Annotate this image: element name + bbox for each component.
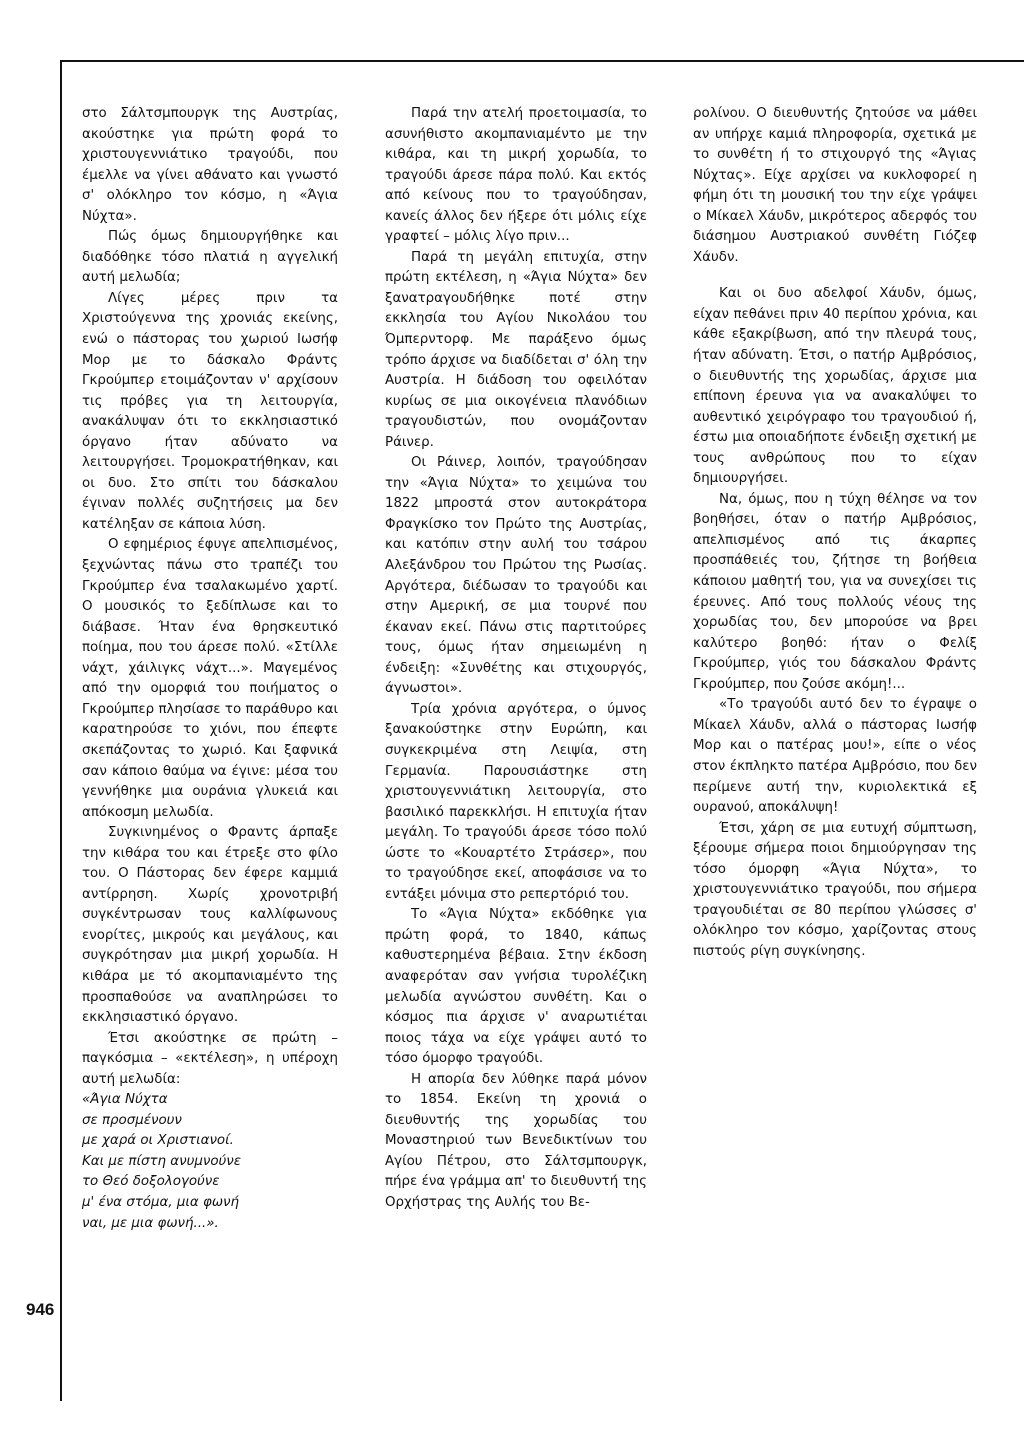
column-3 — [693, 104, 977, 962]
page-number: 946 — [26, 1300, 55, 1319]
paragraph: ρολίνου. Ο διευθυντής ζητούσε να μάθει αν υπήρχε καμιά πληροφορία, σχετικά με το συνθέτη ή το στιχουργό της «Άγιας Νύχτας». Είχε αρχίσει να κυκλοφορεί η φήμη ότι τη μουσική του την είχε γράψει ο Μίκαελ Χάυδν, μικρότερος αδερφός του διάσημου Αυστριακού συνθέτη Γιόζεφ Χάυδν. — [693, 106, 977, 265]
poem-line: μ' ένα στόμα, μια φωνή — [82, 1194, 240, 1210]
paragraph: Παρά την ατελή προετοιμασία, το ασυνήθιστο ακομπανιαμέντο με την κιθάρα, και τη μικρή χορωδία, το τραγούδι άρεσε πάρα πολύ. Και εκτός από κείνους που το τραγούδησαν, κανείς άλλος δεν ήξερε ότι μόλις είχε γραφτεί – μόλις λίγο πριν... — [385, 106, 647, 245]
column-1 — [82, 104, 338, 1234]
poem-line: σε προσμένουν — [82, 1112, 182, 1128]
poem — [82, 1090, 338, 1234]
paragraph: Ο εφημέριος έφυγε απελπισμένος, ξεχνώντας πάνω στο τραπέζι του Γκρούμπερ ένα τσαλακωμένο χαρτί. Ο μουσικός το ξεδίπλωσε και το διάβασε. Ήταν ένα θρησκευτικό ποίημα, που του άρεσε πολύ. «Στίλλε νάχτ, χάιλιγκς νάχτ...». Μαγεμένος από την ομορφιά του ποιήματος ο Γκρούμπερ πλησίασε το παράθυρο και καρατηρούσε το χιόνι, που έπεφτε σκεπάζοντας το χωριό. Και ξαφνικά σαν κάποιο θαύμα να έγινε: μέσα του γεννήθηκε μια ουράνια γλυκειά και απόκοσμη μελωδία. — [82, 537, 338, 820]
paragraph: Και οι δυο αδελφοί Χάυδν, όμως, είχαν πεθάνει πριν 40 περίπου χρόνια, και κάθε εξακρίβωση, από την πλευρά τους, ήταν αδύνατη. Έτσι, ο πατήρ Αμβρόσιος, ο διευθυντής της χορωδίας, άρχισε μια επίπονη έρευνα για να ανακαλύψει το αυθεντικό χειρόγραφο του τραγουδιού ή, έστω μια οποιαδήποτε ένδειξη σχετική με τους ανθρώπους που το είχαν δημιουργήσει. — [693, 286, 977, 487]
paragraph: Οι Ράινερ, λοιπόν, τραγούδησαν την «Άγια Νύχτα» το χειμώνα του 1822 μπροστά στον αυτοκράτορα Φραγκίσκο τον Πρώτο της Αυστρίας, και κατόπιν στην αυλή του τσάρου Αλεξάνδρου του Πρώτου της Ρωσίας. Αργότερα, διέδωσαν το τραγούδι και στην Αμερική, σε μια τουρνέ που έκαναν εκεί. Πάνω στις παρτιτούρες τους, όμως ήταν σημειωμένη η ένδειξη: «Συνθέτης και στιχουργός, άγνωστοι». — [385, 455, 647, 697]
paragraph: Παρά τη μεγάλη επιτυχία, στην πρώτη εκτέλεση, η «Άγια Νύχτα» δεν ξανατραγουδήθηκε ποτέ στην εκκλησία του Αγίου Νικολάου του Όμπερντορφ. Με παράξενο όμως τρόπο άρχισε να διαδίδεται σ' όλη την Αυστρία. Η διάδοση του οφειλόταν κυρίως σε μια οικογένεια πλανόδιων τραγουδιστών, που ονομάζονταν Ράινερ. — [385, 249, 647, 450]
poem-line: «Άγια Νύχτα — [82, 1092, 168, 1108]
paragraph: Έτσι, χάρη σε μια ευτυχή σύμπτωση, ξέρουμε σήμερα ποιοι δημιούργησαν της τόσο όμορφη «Άγια Νύχτα», το χριστουγεννιάτικο τραγούδι, που σήμερα τραγουδιέται σε 80 περίπου γλώσσες σ' ολόκληρο τον κόσμο, χαρίζοντας στους πιστούς ρίγη συγκίνησης. — [693, 820, 977, 959]
paragraph: Πώς όμως δημιουργήθηκε και διαδόθηκε τόσο πλατιά η αγγελική αυτή μελωδία; — [82, 229, 338, 286]
paragraph: Έτσι ακούστηκε σε πρώτη – παγκόσμια – «εκτέλεση», η υπέροχη αυτή μελωδία: — [82, 1030, 338, 1087]
poem-line: με χαρά οι Χριστιανοί. — [82, 1133, 234, 1149]
paragraph: στο Σάλτσμπουργκ της Αυστρίας, ακούστηκε για πρώτη φορά το χριστουγεννιάτικο τραγούδι, που έμελλε να γίνει αθάνατο και γνωστό σ' ολόκληρο τον κόσμο, η «Άγια Νύχτα». — [82, 106, 338, 224]
poem-line: ναι, με μια φωνή...». — [82, 1215, 219, 1231]
paragraph: Να, όμως, που η τύχη θέλησε να τον βοηθήσει, όταν ο πατήρ Αμβρόσιος, απελπισμένος από τις άκαρπες προσπάθειές του, ζήτησε τη βοήθεια κάποιου μαθητή του, για να συνεχίσει τις έρευνες. Από τους πολλούς νέους της χορωδίας του, δεν μπορούσε να βρει καλύτερο βοηθό: ήταν ο Φελίξ Γκρούμπερ, γιός του δάσκαλου Φράντς Γκρούμπερ, που ζούσε ακόμη!... — [693, 491, 977, 692]
paragraph: Η απορία δεν λύθηκε παρά μόνον το 1854. Εκείνη τη χρονιά ο διευθυντής της χορωδίας του Μοναστηριού των Βενεδικτίνων του Αγίου Πέτρου, στο Σάλτσμπουργκ, πήρε ένα γράμμα απ' το διευθυντή της Ορχήστρας της Αυλής του Βε- — [385, 1071, 647, 1210]
paragraph: «Το τραγούδι αυτό δεν το έγραψε ο Μίκαελ Χάυδν, αλλά ο πάστορας Ιωσήφ Μορ και ο πατέρας μου!», είπε ο νέος στον έκπληκτο πατέρα Αμβρόσιο, που δεν περίμενε αυτή την, κυριολεκτικά εξ ουρανού, αποκάλυψη! — [693, 697, 977, 816]
paragraph: Λίγες μέρες πριν τα Χριστούγεννα της χρονιάς εκείνης, ενώ ο πάστορας του χωριού Ιωσήφ Μορ με το δάσκαλο Φράντς Γκρούμπερ ετοιμάζονταν ν' αρχίσουν τις πρόβες για τη λειτουργία, ανακάλυψαν ότι το εκκλησιαστικό όργανο ήταν αδύνατο να λειτουργήσει. Τρομοκρατήθηκαν, και οι δυο. Στο σπίτι του δάσκαλου έγιναν πολλές συζητήσεις μα δεν κατέληξαν σε κάποια λύση. — [82, 290, 338, 532]
poem-line: το Θεό δοξολογούνε — [82, 1174, 220, 1190]
paragraph: Τρία χρόνια αργότερα, ο ύμνος ξανακούστηκε στην Ευρώπη, και συγκεκριμένα στη Λειψία, στη Γερμανία. Παρουσιάστηκε στη χριστουγεννιάτικη λειτουργία, στο βασιλικό παρεκκλήσι. Η επιτυχία ήταν μεγάλη. Το τραγούδι άρεσε τόσο πολύ ώστε το «Κουαρτέτο Στράσερ», που το τραγούδησε εκεί, αποφάσισε να το εντάξει μόνιμα στο ρεπερτόριό του. — [385, 701, 647, 902]
paragraph: Το «Άγια Νύχτα» εκδόθηκε για πρώτη φορά, το 1840, κάπως καθυστερημένα βέβαια. Στην έκδοση αναφερόταν σαν γνήσια τυρολέζικη μελωδία αγνώστου συνθέτη. Και ο κόσμος πια άρχισε ν' αναρωτιέται ποιος τάχα να είχε γράψει αυτό το τόσο όμορφο τραγούδι. — [385, 907, 647, 1067]
poem-line: Και με πίστη ανυμνούνε — [82, 1153, 242, 1169]
column-2 — [385, 104, 647, 1214]
paragraph: Συγκινημένος ο Φραντς άρπαξε την κιθάρα του και έτρεξε στο φίλο του. Ο Πάστορας δεν έφερε καμμιά αντίρρηση. Χωρίς χρονοτριβή συγκέντρωσαν τους καλλίφωνους ενορίτες, μικρούς και μεγάλους, και συγκρότησαν μια μικρή χορωδία. Η κιθάρα με τό ακομπανιαμέντο της προσπαθούσε να αναπληρώσει το εκκλησιαστικό όργανο. — [82, 825, 338, 1026]
